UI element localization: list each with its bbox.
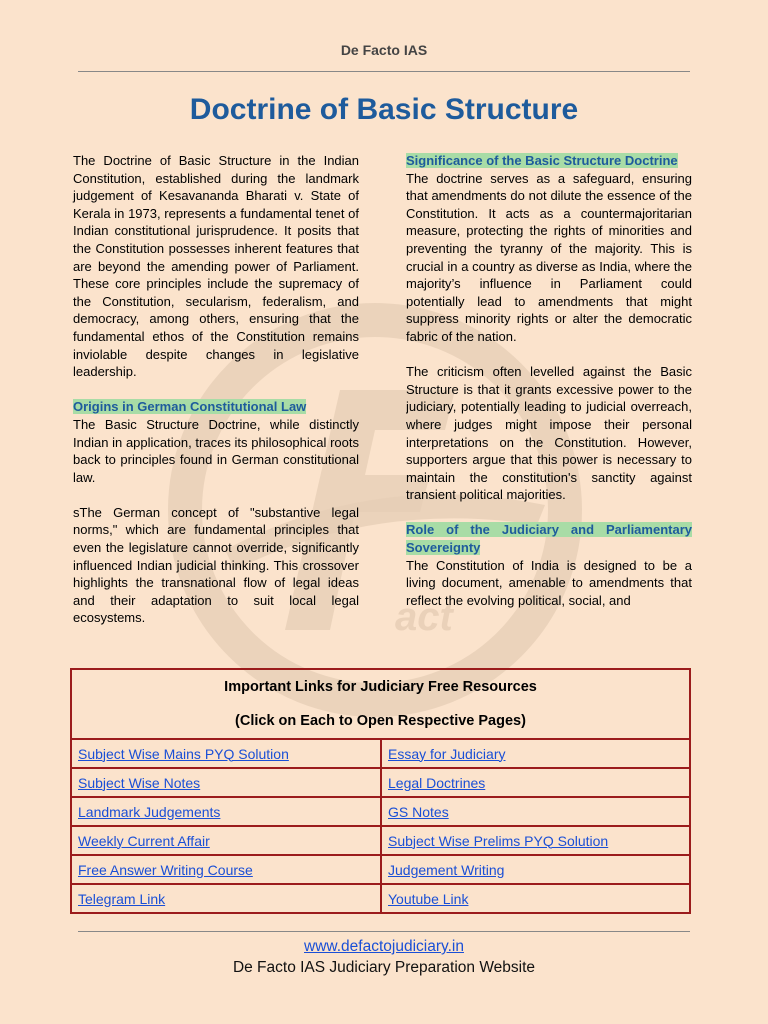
- role-paragraph-1: The Constitution of India is designed to be a living document, amenable to amendments that reflect the evolving political, social, and: [406, 557, 692, 608]
- origins-paragraph-1: The Basic Structure Doctrine, while distinctly Indian in application, traces its philosophical roots back to principles found in German constitutional law.: [73, 416, 359, 485]
- link-essay-for-judiciary[interactable]: Essay for Judiciary: [388, 745, 506, 762]
- significance-paragraph-2: The criticism often levelled against the Basic Structure is that it grants excessive power to the judiciary, potentially leading to judicial overreach, where judges might impose their personal interpretations on the Constitution. However, supporters argue that this power is necessary to maintain the constitution's sanctity against transient political majorities.: [406, 364, 692, 503]
- link-subject-wise-notes[interactable]: Subject Wise Notes: [78, 774, 201, 791]
- link-judgement-writing[interactable]: Judgement Writing: [388, 861, 505, 878]
- link-subject-wise-mains-pyq[interactable]: Subject Wise Mains PYQ Solution: [78, 745, 289, 762]
- role-heading: Role of the Judiciary and Parliamentary Sovereignty: [406, 522, 692, 556]
- link-subject-wise-prelims-pyq[interactable]: Subject Wise Prelims PYQ Solution: [388, 832, 609, 849]
- table-row: [71, 768, 690, 797]
- intro-paragraph: The Doctrine of Basic Structure in the Indian Constitution, established during the landmark judgement of Kesavananda Bharati v. State of Kerala in 1973, represents a fundamental tenet of Indian constitutional jurisprudence. It posits that the Constitution possesses inherent features that are beyond the amending power of Parliament. These core principles include the supremacy of the Constitution, secularism, federalism, and democracy, among others, ensuring that the fundamental ethos of the Constitution remains inviolable despite changes in legislative leadership.: [73, 153, 359, 380]
- table-row: [71, 855, 690, 884]
- links-table-heading: Important Links for Judiciary Free Resources: [224, 679, 537, 695]
- table-row: [71, 826, 690, 855]
- link-gs-notes[interactable]: GS Notes: [388, 803, 449, 820]
- table-row: [71, 739, 690, 768]
- header-divider: [78, 71, 690, 72]
- page-title: Doctrine of Basic Structure: [189, 93, 579, 126]
- footer-tagline: De Facto IAS Judiciary Preparation Website: [232, 959, 536, 976]
- svg-text:act: act: [395, 595, 453, 639]
- origins-heading: Origins in German Constitutional Law: [73, 399, 307, 415]
- links-table-subheading: (Click on Each to Open Respective Pages): [235, 713, 526, 729]
- link-landmark-judgements[interactable]: Landmark Judgements: [78, 803, 221, 820]
- significance-heading: Significance of the Basic Structure Doctrine: [406, 153, 678, 168]
- link-legal-doctrines[interactable]: Legal Doctrines: [388, 774, 486, 791]
- table-row: [71, 884, 690, 913]
- link-telegram[interactable]: Telegram Link: [78, 890, 166, 907]
- link-free-answer-writing[interactable]: Free Answer Writing Course: [78, 861, 253, 878]
- left-column: [73, 152, 359, 645]
- origins-paragraph-2: sThe German concept of "substantive legal norms," which are fundamental principles that even the legislature cannot override, significantly influenced Indian judicial thinking. This crossover highlights the transnational flow of legal ideas and their adaptation to suit local legal ecosystems.: [73, 504, 359, 626]
- significance-paragraph-1: The doctrine serves as a safeguard, ensuring that amendments do not dilute the essence of the Constitution. It acts as a countermajoritarian measure, protecting the rights of minorities and preventing the tyranny of the majority. This is crucial in a country as diverse as India, where the majority’s influence in Parliament could potentially lead to amendments that might suppress minority rights or alter the democratic fabric of the nation.: [406, 170, 692, 344]
- link-weekly-current-affair[interactable]: Weekly Current Affair: [78, 832, 210, 849]
- links-table-header: [71, 669, 690, 739]
- footer-website-link[interactable]: www.defactojudiciary.in: [304, 938, 464, 955]
- right-column: [406, 152, 692, 645]
- footer-divider: [78, 931, 690, 932]
- link-youtube[interactable]: Youtube Link: [388, 890, 469, 907]
- links-table: [70, 668, 691, 914]
- header-brand: De Facto IAS: [340, 42, 428, 58]
- table-row: [71, 797, 690, 826]
